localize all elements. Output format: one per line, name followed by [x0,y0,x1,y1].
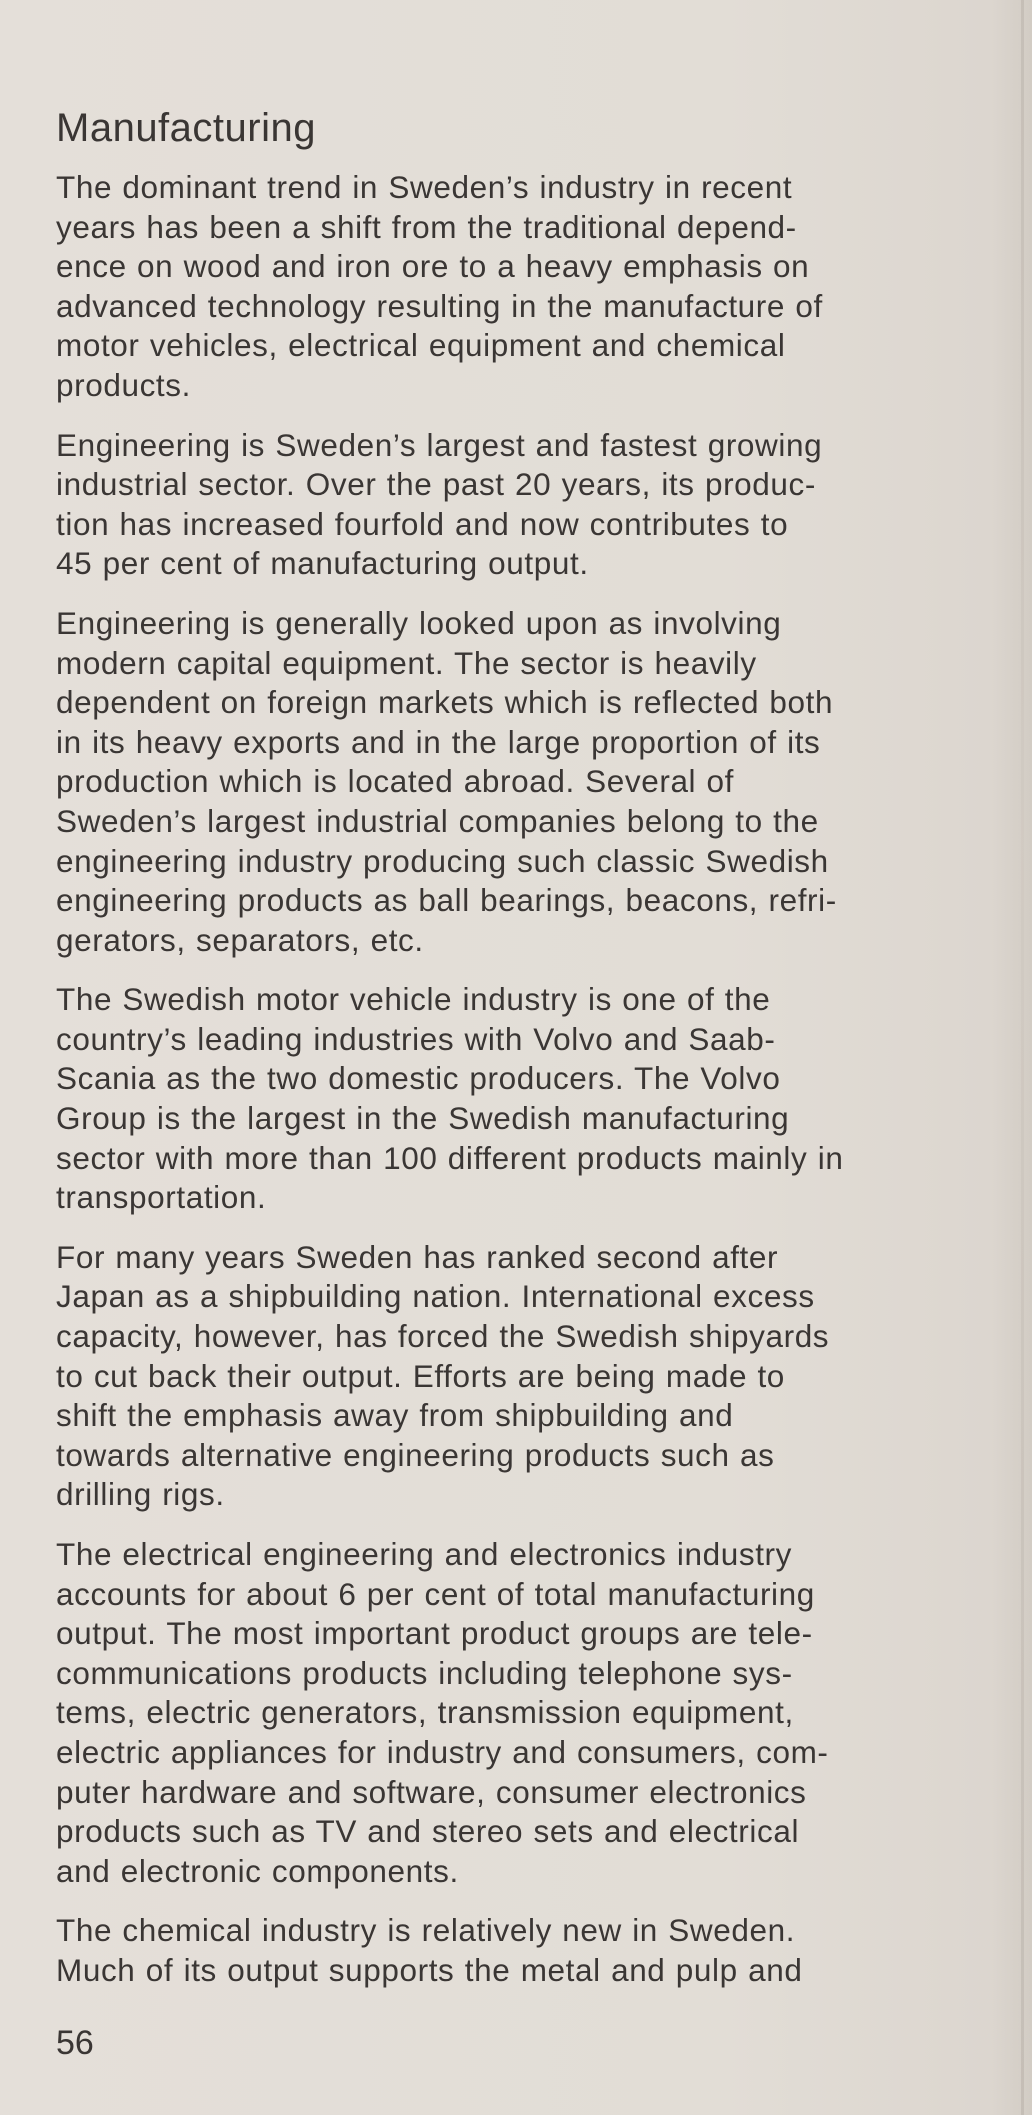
body-text [56,168,1016,1991]
text-line: advanced technology resulting in the manufacture of [56,287,823,324]
text-line: The dominant trend in Sweden’s industry in recent [56,169,793,205]
paragraph-6 [56,1535,1016,1891]
section-heading: Manufacturing [56,106,316,150]
text-line: puter hardware and software, consumer electronics [56,1773,807,1810]
page-edge [1021,0,1024,2115]
text-line: dependent on foreign markets which is reflected both [56,684,834,721]
text-line: industrial sector. Over the past 20 years, its produc- [56,466,816,503]
text-line: country’s leading industries with Volvo and Saab- [56,1020,776,1057]
text-line: motor vehicles, electrical equipment and chemical [56,327,786,364]
text-line: tion has increased fourfold and now contributes to [56,505,789,542]
text-line: Japan as a shipbuilding nation. International excess [56,1278,815,1315]
text-line: capacity, however, has forced the Swedish shipyards [56,1318,830,1355]
paragraph-4 [56,980,1016,1218]
text-line: output. The most important product groups are tele- [56,1615,813,1652]
text-line: Scania as the two domestic producers. The Volvo [56,1060,781,1097]
text-line: gerators, separators, etc. [56,921,424,958]
text-line: accounts for about 6 per cent of total manufacturing [56,1575,815,1612]
text-line: Sweden’s largest industrial companies belong to the [56,802,819,839]
text-line: years has been a shift from the traditional depend- [56,208,797,245]
text-line: drilling rigs. [56,1476,225,1513]
page-content [56,102,1016,2011]
text-line: The electrical engineering and electronics industry [56,1536,792,1572]
text-line: products such as TV and stereo sets and electrical [56,1813,800,1850]
text-line: to cut back their output. Efforts are being made to [56,1357,785,1394]
text-line: tems, electric generators, transmission equipment, [56,1694,794,1731]
page-number: 56 [56,2024,94,2062]
text-line: engineering industry producing such classic Swedish [56,842,829,879]
text-line: Group is the largest in the Swedish manufacturing [56,1100,790,1137]
paragraph-2 [56,426,1016,584]
paragraph-7 [56,1911,1016,1990]
text-line: and electronic components. [56,1852,459,1889]
paragraph-1 [56,168,1016,406]
text-line: in its heavy exports and in the large proportion of its [56,723,821,760]
text-line: Engineering is generally looked upon as involving [56,604,782,641]
text-line: transportation. [56,1179,267,1216]
text-line: towards alternative engineering products such as [56,1436,775,1473]
text-line: Engineering is Sweden’s largest and fastest growing [56,426,823,463]
text-line: production which is located abroad. Several of [56,763,734,800]
text-line: 45 per cent of manufacturing output. [56,545,589,582]
text-line: Much of its output supports the metal and pulp and [56,1951,803,1988]
paragraph-5 [56,1238,1016,1515]
text-line: For many years Sweden has ranked second after [56,1238,779,1275]
text-line: electric appliances for industry and consumers, com- [56,1733,829,1770]
text-line: communications products including telephone sys- [56,1654,793,1691]
text-line: modern capital equipment. The sector is heavily [56,644,757,681]
text-line: sector with more than 100 different products mainly in [56,1139,844,1176]
paragraph-3 [56,604,1016,960]
text-line: The chemical industry is relatively new in Sweden. [56,1912,796,1949]
text-line: The Swedish motor vehicle industry is one of the [56,981,771,1018]
text-line: shift the emphasis away from shipbuilding and [56,1397,734,1434]
text-line: engineering products as ball bearings, beacons, refri- [56,882,837,919]
text-line: ence on wood and iron ore to a heavy emphasis on [56,248,810,285]
text-line: products. [56,366,191,403]
